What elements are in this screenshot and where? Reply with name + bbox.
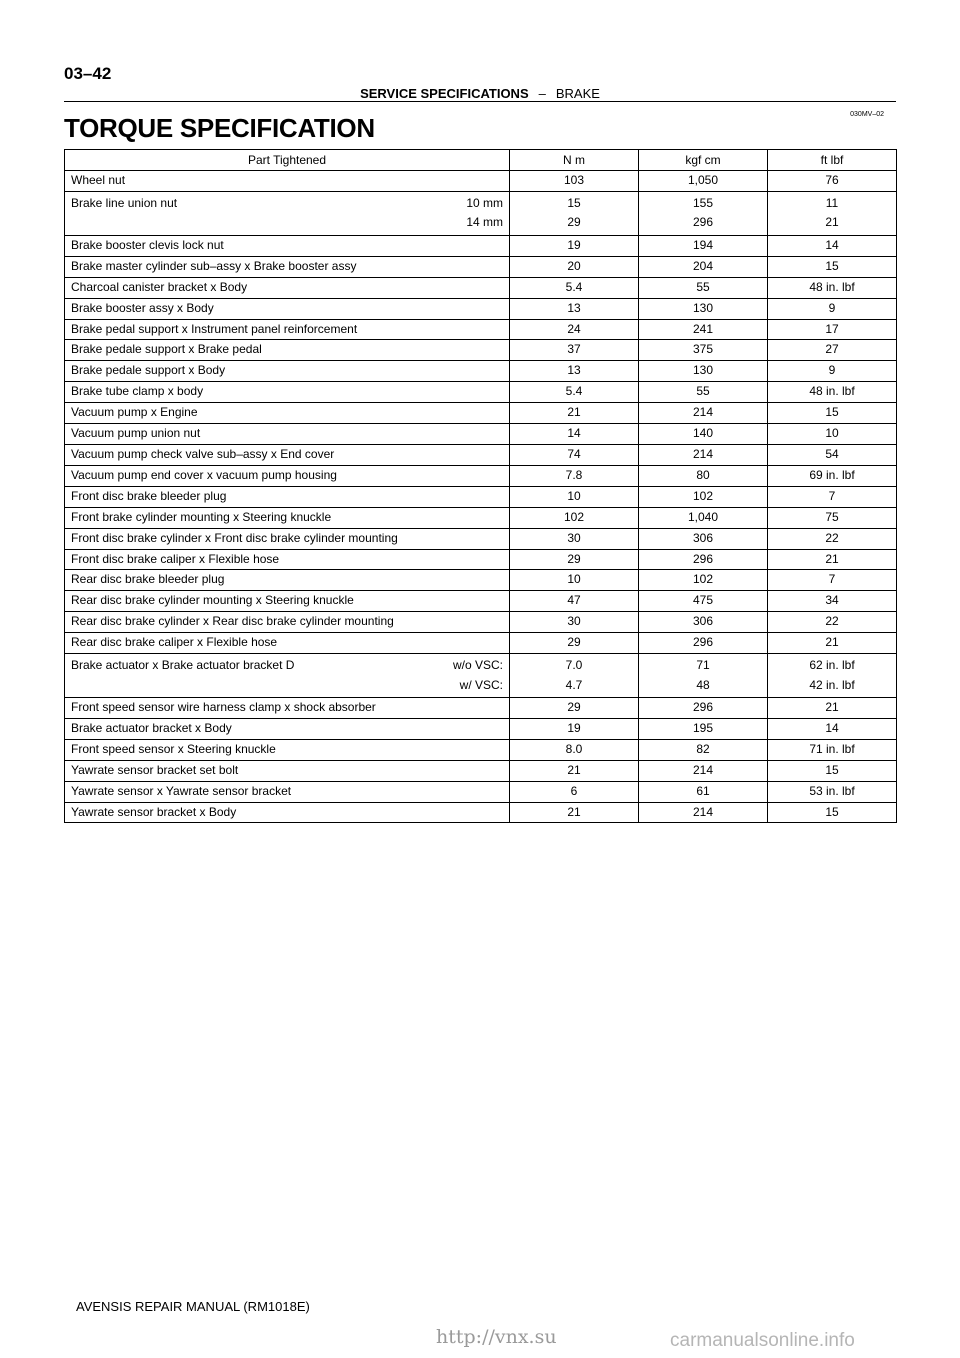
cell-kgf: 296: [639, 633, 768, 654]
cell-nm: 102: [510, 507, 639, 528]
table-row: [65, 403, 897, 424]
cell-kgf: 140: [639, 424, 768, 445]
cell-nm: [510, 654, 639, 698]
table-row: [65, 361, 897, 382]
cell-ftlbf: 21: [768, 633, 897, 654]
table-row: [65, 256, 897, 277]
column-header-kgf: kgf cm: [639, 150, 768, 171]
cell-ftlbf: 53 in. lbf: [768, 781, 897, 802]
cell-ftlbf: 14: [768, 235, 897, 256]
part-variant: w/o VSC:: [452, 658, 503, 673]
cell-part: Front disc brake bleeder plug: [65, 486, 510, 507]
table-row: [65, 570, 897, 591]
cell-kgf: 204: [639, 256, 768, 277]
table-row: [65, 298, 897, 319]
cell-kgf: 306: [639, 612, 768, 633]
cell-part: Rear disc brake bleeder plug: [65, 570, 510, 591]
value-nm: 7.0: [565, 658, 583, 673]
cell-nm: 21: [510, 760, 639, 781]
subsection-name: BRAKE: [555, 86, 600, 101]
cell-ftlbf: 7: [768, 570, 897, 591]
cell-kgf: 195: [639, 718, 768, 739]
cell-ftlbf: 75: [768, 507, 897, 528]
cell-part: Front speed sensor x Steering knuckle: [65, 739, 510, 760]
page-title: TORQUE SPECIFICATION: [64, 113, 375, 143]
cell-part: Vacuum pump x Engine: [65, 403, 510, 424]
cell-ftlbf: 22: [768, 528, 897, 549]
table-row: [65, 340, 897, 361]
cell-part: Brake pedal support x Instrument panel reinforcement: [65, 319, 510, 340]
part-name: Brake actuator x Brake actuator bracket D: [71, 658, 295, 673]
table-header-row: [65, 150, 897, 171]
cell-nm: 74: [510, 444, 639, 465]
document-code: 030MV–02: [850, 111, 884, 118]
table-row: [65, 698, 897, 719]
table-row: [65, 382, 897, 403]
cell-ftlbf: 9: [768, 298, 897, 319]
cell-kgf: 80: [639, 465, 768, 486]
column-header-nm: N m: [510, 150, 639, 171]
cell-ftlbf: 69 in. lbf: [768, 465, 897, 486]
value-kgf: 296: [692, 215, 714, 230]
cell-ftlbf: 7: [768, 486, 897, 507]
value-ftlbf: 62 in. lbf: [809, 658, 855, 673]
cell-nm: 7.8: [510, 465, 639, 486]
cell-part: Front speed sensor wire harness clamp x shock absorber: [65, 698, 510, 719]
part-variant: 14 mm: [466, 215, 503, 230]
section-name: SERVICE SPECIFICATIONS: [360, 86, 529, 101]
cell-ftlbf: 76: [768, 171, 897, 192]
cell-part: Yawrate sensor bracket set bolt: [65, 760, 510, 781]
watermark-right: carmanualsonline.info: [670, 1330, 855, 1351]
cell-part: Brake pedale support x Brake pedal: [65, 340, 510, 361]
cell-ftlbf: 54: [768, 444, 897, 465]
cell-nm: 103: [510, 171, 639, 192]
cell-ftlbf: 71 in. lbf: [768, 739, 897, 760]
table-row: [65, 486, 897, 507]
cell-kgf: 475: [639, 591, 768, 612]
value-ftlbf: 21: [825, 215, 839, 230]
cell-nm: 19: [510, 235, 639, 256]
part-variant: w/ VSC:: [459, 677, 503, 692]
cell-ftlbf: 48 in. lbf: [768, 382, 897, 403]
value-kgf: 155: [692, 195, 714, 210]
cell-kgf: 102: [639, 486, 768, 507]
cell-nm: 47: [510, 591, 639, 612]
torque-table: [64, 149, 897, 823]
cell-part: Yawrate sensor bracket x Body: [65, 802, 510, 823]
table-row: [65, 235, 897, 256]
cell-kgf: 1,040: [639, 507, 768, 528]
cell-kgf: 130: [639, 298, 768, 319]
cell-ftlbf: 22: [768, 612, 897, 633]
table-row: [65, 424, 897, 445]
table-row: [65, 781, 897, 802]
cell-nm: 14: [510, 424, 639, 445]
cell-ftlbf: 14: [768, 718, 897, 739]
cell-ftlbf: [768, 654, 897, 698]
page-number: 03–42: [64, 64, 112, 83]
table-row: [65, 612, 897, 633]
table-row: [65, 739, 897, 760]
cell-ftlbf: 9: [768, 361, 897, 382]
cell-kgf: 214: [639, 802, 768, 823]
cell-nm: 5.4: [510, 277, 639, 298]
cell-kgf: 214: [639, 403, 768, 424]
cell-nm: 30: [510, 528, 639, 549]
value-kgf: 48: [696, 677, 710, 692]
cell-part: Brake actuator bracket x Body: [65, 718, 510, 739]
value-ftlbf: 11: [825, 195, 839, 210]
cell-kgf: 296: [639, 698, 768, 719]
table-row: [65, 633, 897, 654]
table-body: [65, 171, 897, 823]
cell-part: Vacuum pump union nut: [65, 424, 510, 445]
cell-ftlbf: 21: [768, 698, 897, 719]
cell-part: Brake pedale support x Body: [65, 361, 510, 382]
cell-nm: 29: [510, 633, 639, 654]
cell-kgf: 306: [639, 528, 768, 549]
column-header-part: Part Tightened: [65, 150, 510, 171]
value-kgf: 71: [696, 658, 710, 673]
cell-nm: 30: [510, 612, 639, 633]
cell-nm: 10: [510, 486, 639, 507]
cell-ftlbf: 15: [768, 256, 897, 277]
cell-kgf: 296: [639, 549, 768, 570]
cell-kgf: [639, 654, 768, 698]
cell-kgf: 130: [639, 361, 768, 382]
table-row: [65, 549, 897, 570]
cell-kgf: 61: [639, 781, 768, 802]
cell-nm: 13: [510, 361, 639, 382]
table-row: [65, 191, 897, 235]
cell-nm: 21: [510, 802, 639, 823]
value-nm: 4.7: [565, 677, 583, 692]
cell-kgf: 55: [639, 382, 768, 403]
cell-nm: 19: [510, 718, 639, 739]
cell-part: Front disc brake caliper x Flexible hose: [65, 549, 510, 570]
table-row: [65, 802, 897, 823]
cell-ftlbf: 48 in. lbf: [768, 277, 897, 298]
cell-nm: 29: [510, 698, 639, 719]
table-row: [65, 760, 897, 781]
table-row: [65, 528, 897, 549]
cell-ftlbf: 27: [768, 340, 897, 361]
footer-manual-title: AVENSIS REPAIR MANUAL (RM1018E): [76, 1299, 310, 1314]
cell-ftlbf: 15: [768, 403, 897, 424]
cell-nm: 10: [510, 570, 639, 591]
cell-part: Rear disc brake cylinder x Rear disc brake cylinder mounting: [65, 612, 510, 633]
cell-ftlbf: 17: [768, 319, 897, 340]
table-row: [65, 465, 897, 486]
cell-nm: 21: [510, 403, 639, 424]
cell-part: Brake booster assy x Body: [65, 298, 510, 319]
header-separator: –: [538, 86, 546, 101]
table-row: [65, 319, 897, 340]
cell-kgf: 214: [639, 760, 768, 781]
cell-ftlbf: [768, 191, 897, 235]
cell-nm: 5.4: [510, 382, 639, 403]
table-row: [65, 507, 897, 528]
cell-nm: 29: [510, 549, 639, 570]
cell-nm: [510, 191, 639, 235]
cell-kgf: 102: [639, 570, 768, 591]
cell-ftlbf: 34: [768, 591, 897, 612]
cell-part: Yawrate sensor x Yawrate sensor bracket: [65, 781, 510, 802]
table-row: [65, 654, 897, 698]
value-nm: 29: [567, 215, 581, 230]
cell-part: Brake tube clamp x body: [65, 382, 510, 403]
cell-nm: 20: [510, 256, 639, 277]
cell-part: Vacuum pump end cover x vacuum pump housing: [65, 465, 510, 486]
table-row: [65, 444, 897, 465]
cell-kgf: 375: [639, 340, 768, 361]
cell-ftlbf: 15: [768, 760, 897, 781]
cell-kgf: 194: [639, 235, 768, 256]
cell-kgf: [639, 191, 768, 235]
value-ftlbf: 42 in. lbf: [809, 677, 855, 692]
column-header-ftlbf: ft lbf: [768, 150, 897, 171]
cell-kgf: 82: [639, 739, 768, 760]
cell-part: Rear disc brake cylinder mounting x Steering knuckle: [65, 591, 510, 612]
cell-part: Wheel nut: [65, 171, 510, 192]
cell-part: Rear disc brake caliper x Flexible hose: [65, 633, 510, 654]
running-header: [64, 86, 896, 101]
cell-part: [65, 191, 510, 235]
part-variant: 10 mm: [466, 195, 503, 210]
cell-kgf: 55: [639, 277, 768, 298]
cell-part: Front brake cylinder mounting x Steering knuckle: [65, 507, 510, 528]
table-row: [65, 277, 897, 298]
cell-part: Brake booster clevis lock nut: [65, 235, 510, 256]
table-row: [65, 591, 897, 612]
cell-nm: 24: [510, 319, 639, 340]
cell-part: Vacuum pump check valve sub–assy x End cover: [65, 444, 510, 465]
cell-nm: 37: [510, 340, 639, 361]
table-row: [65, 718, 897, 739]
cell-ftlbf: 15: [768, 802, 897, 823]
cell-nm: 6: [510, 781, 639, 802]
cell-kgf: 214: [639, 444, 768, 465]
cell-nm: 13: [510, 298, 639, 319]
cell-part: Charcoal canister bracket x Body: [65, 277, 510, 298]
cell-ftlbf: 21: [768, 549, 897, 570]
table-row: [65, 171, 897, 192]
cell-part: [65, 654, 510, 698]
watermark-left: http://vnx.su: [436, 1326, 557, 1348]
cell-kgf: 241: [639, 319, 768, 340]
header-rule: [64, 101, 896, 102]
part-name: Brake line union nut: [71, 195, 178, 210]
cell-part: Front disc brake cylinder x Front disc brake cylinder mounting: [65, 528, 510, 549]
cell-nm: 8.0: [510, 739, 639, 760]
cell-ftlbf: 10: [768, 424, 897, 445]
value-nm: 15: [567, 195, 581, 210]
cell-kgf: 1,050: [639, 171, 768, 192]
cell-part: Brake master cylinder sub–assy x Brake booster assy: [65, 256, 510, 277]
